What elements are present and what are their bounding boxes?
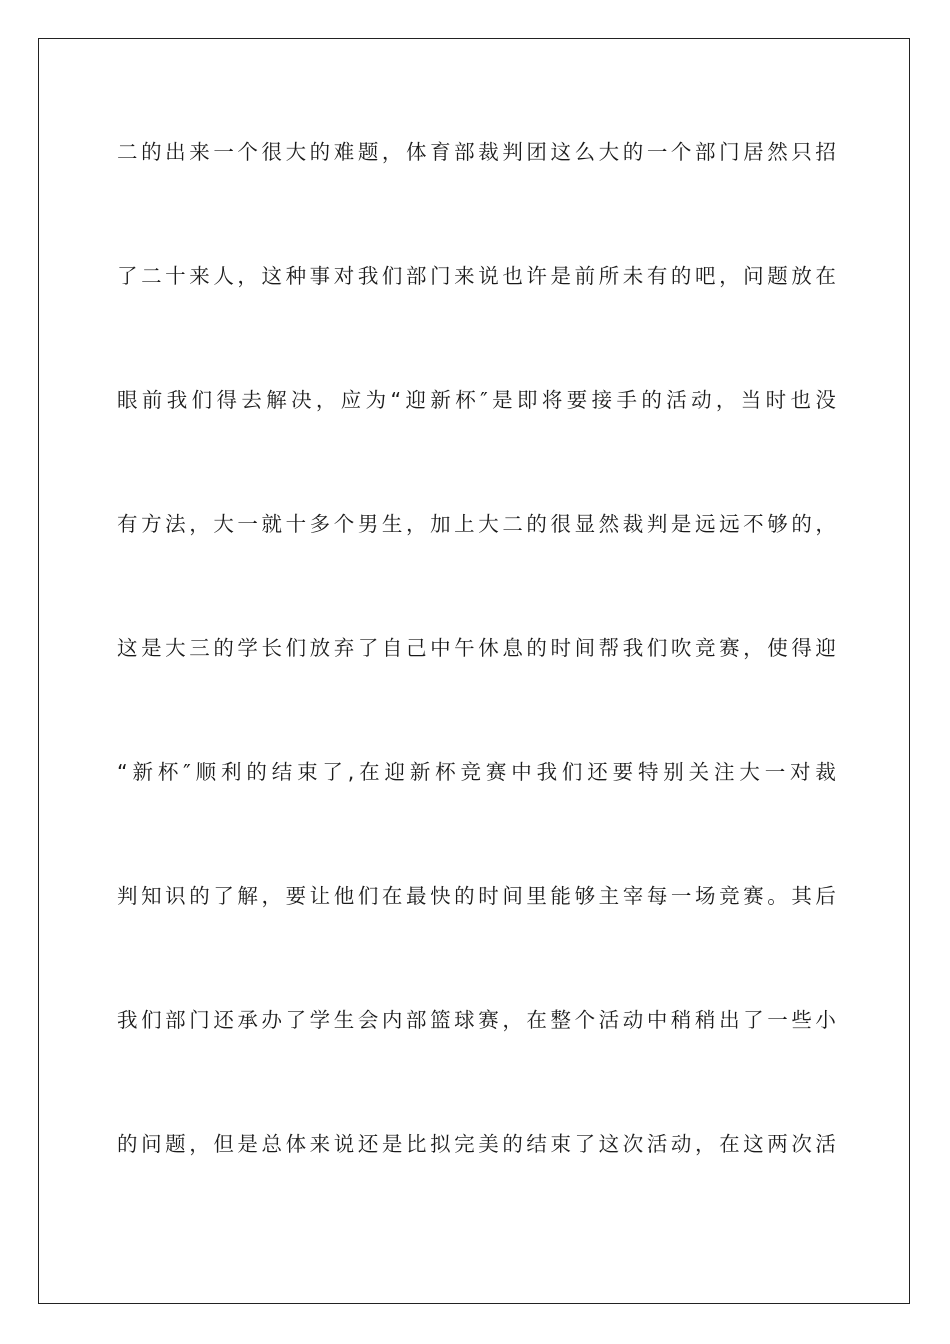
- text-line-3: 眼前我们得去解决，应为“迎新杯″是即将要接手的活动，当时也没: [117, 388, 837, 412]
- text-line-9: 的问题，但是总体来说还是比拟完美的结束了这次活动，在这两次活: [117, 1132, 837, 1156]
- text-line-6: “新杯″顺利的结束了,在迎新杯竞赛中我们还要特别关注大一对裁: [117, 760, 837, 784]
- page-border: [38, 38, 910, 1304]
- text-line-8: 我们部门还承办了学生会内部篮球赛，在整个活动中稍稍出了一些小: [117, 1008, 837, 1032]
- text-line-1: 二的出来一个很大的难题，体育部裁判团这么大的一个部门居然只招: [117, 140, 837, 164]
- text-line-5: 这是大三的学长们放弃了自己中午休息的时间帮我们吹竞赛，使得迎: [117, 636, 837, 660]
- text-line-7: 判知识的了解，要让他们在最快的时间里能够主宰每一场竞赛。其后: [117, 884, 837, 908]
- text-line-2: 了二十来人，这种事对我们部门来说也许是前所未有的吧，问题放在: [117, 264, 837, 288]
- text-line-4: 有方法，大一就十多个男生，加上大二的很显然裁判是远远不够的，: [117, 512, 837, 536]
